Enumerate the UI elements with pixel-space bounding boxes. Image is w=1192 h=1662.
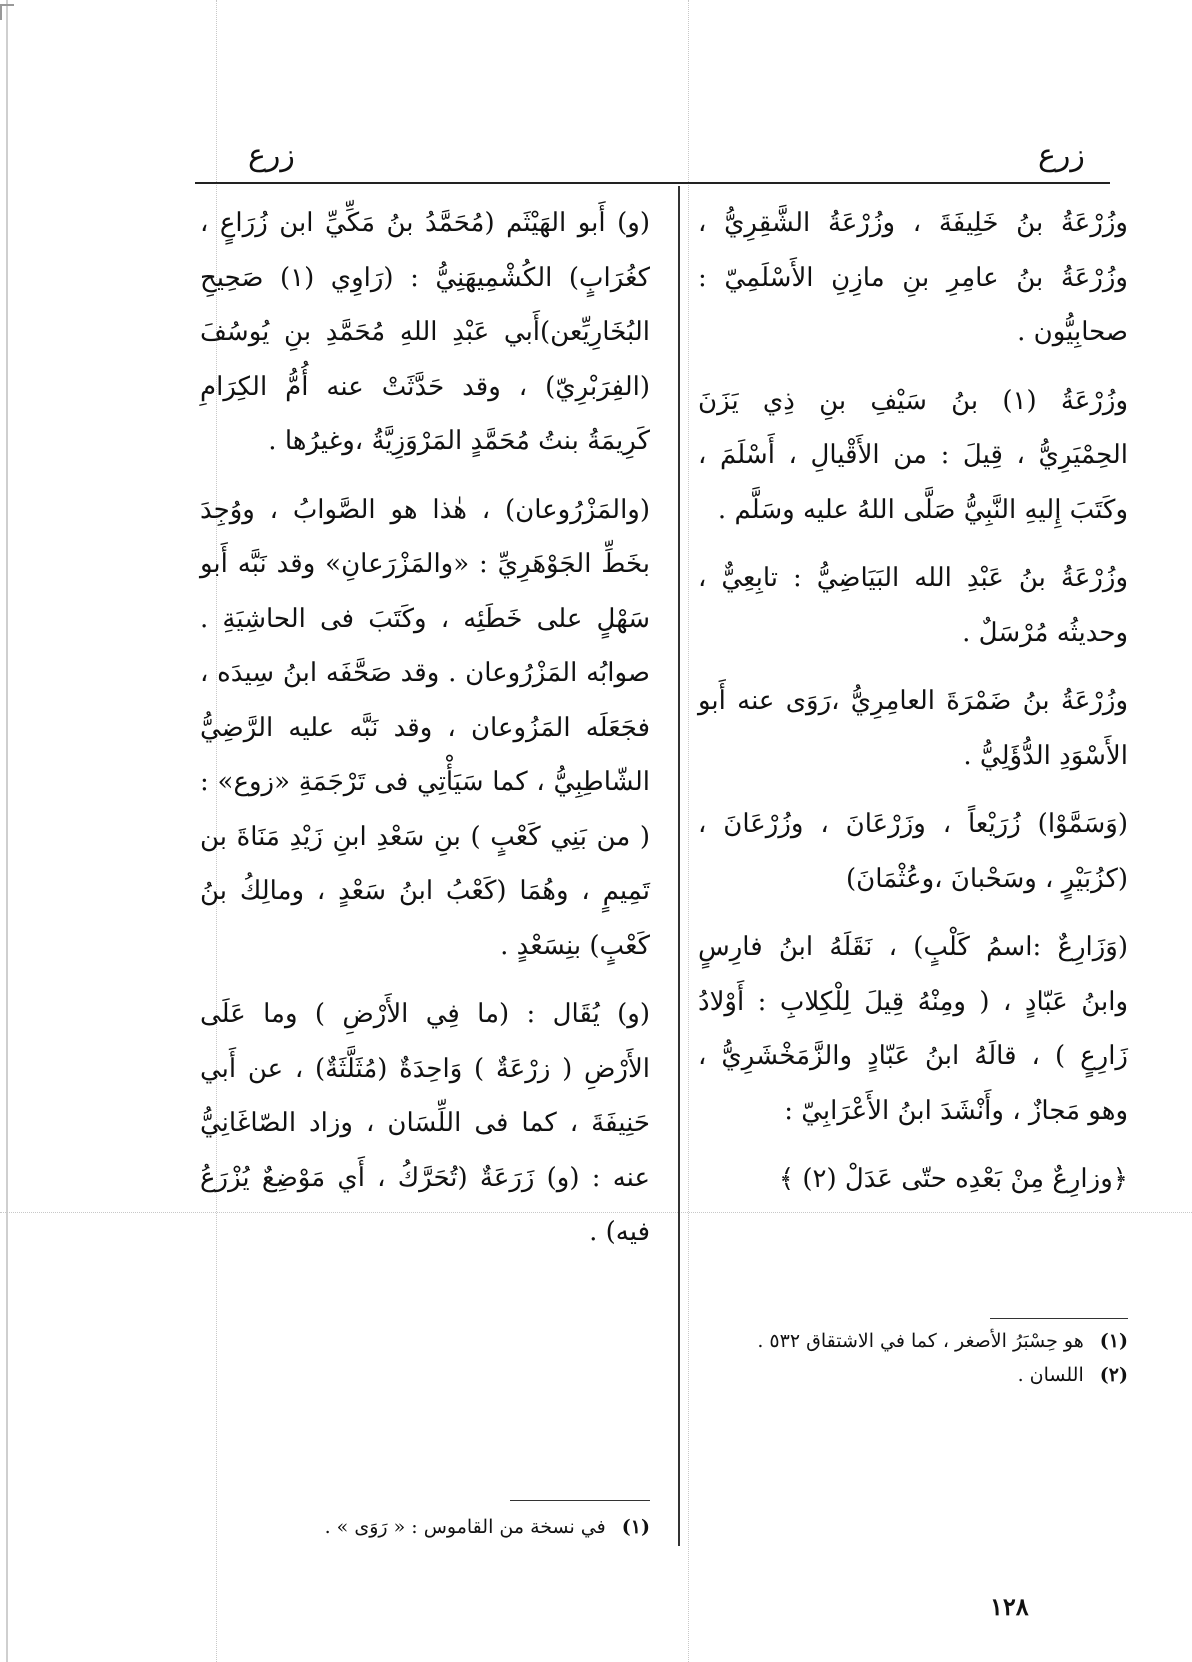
running-header-right: زرع — [1038, 138, 1085, 173]
footnote-rule — [990, 1318, 1128, 1319]
scan-corner-mark — [0, 4, 14, 20]
page-number: ١٢٨ — [990, 1592, 1029, 1621]
entry-paragraph: (و) يُقَال : (ما فِي الأَرْضِ ) وما عَلَى الأَرْضِ ( زرْعَةٌ ) وَاحِدَةٌ (مُثَلَّثَةٌ) ، عن أَبي حَنِيفَةَ ، كما فى اللِّسَان ، وزاد الصّاغَانِيُّ عنه : (و) زَرَعَةٌ (تُحَرَّكُ ، أَي مَوْضِعٌ يُزْرَعُ فيه) . — [200, 999, 650, 1247]
entry-paragraph: (و) أَبو الهَيْثَم (مُحَمَّدُ بنُ مَكِّيِّ ابن زُرَاعٍ ، كغُرَابٍ) الكُشْمِيهَنِيُّ : (رَاوِي (١) صَحِيحِ البُخَارِيِّعن)أَبي عَبْدِ اللهِ مُحَمَّدِ بنِ يُوسُفَ (الفِرَبْرِيّ) ، وقد حَدَّثَتْ عنه أُمُّ الكِرَامِ كَرِيمَةُ بنتُ مُحَمَّدٍ المَرْوَزِيَّةُ ،وغيرُها . — [200, 208, 650, 456]
entry-paragraph: وزُرْعَةُ بنُ عَبْدِ الله البَيَاضِيُّ : تابِعِيٌّ ، وحديثُه مُرْسَلٌ . — [698, 563, 1128, 648]
header-rule — [195, 182, 1110, 184]
entry-paragraph: (وَزَارِعٌ :اسمُ كَلْبٍ) ، نَقَلَهُ ابنُ فارِسٍ وابنُ عَبّادٍ ، ( ومِنْهُ قِيلَ لِلْكِلابِ : أَوْلادُ زَارِعٍ ) ، قالَهُ ابنُ عَبّادٍ والزَّمَخْشَرِيُّ ، وهو مَجازٌ ، وأَنْشَدَ ابنُ الأَعْرَابِيّ : — [698, 932, 1128, 1126]
footnote — [230, 1510, 650, 1544]
footnote-text: هو حِسْبَرُ الأصغر ، كما في الاشتقاق ٥٣٢ . — [757, 1330, 1084, 1352]
entry-paragraph: (والمَزْرُوعان) ، هٰذا هو الصَّوابُ ، ووُجِدَ بخَطِّ الجَوْهَرِيِّ : «والمَزْرَعانِ» وقد نَبَّه أَبو سَهْلٍ على خَطَئِه ، وكَتَبَ فى الحاشِيَةِ . صوابُه المَزْرُوعان . وقد صَحَّفَه ابنُ سِيدَه ، فجَعَلَه المَزُوعان ، وقد نَبَّه عليه الرَّضِيُّ الشّاطِبِيُّ ، كما سَيَأْتِي فى تَرْجَمَةِ «زوع» : ( من بَنِي كَعْبٍ ) بنِ سَعْدِ ابنِ زَيْدِ مَنَاةَ بن تَمِيمٍ ، وهُمَا (كَعْبُ ابنُ سَعْدٍ ، ومالِكُ بنُ كَعْبٍ) بنِسَعْدٍ . — [200, 494, 650, 961]
entry-paragraph: وزُرْعَةُ (١) بنُ سَيْفِ بنِ ذِي يَزَنَ الحِمْيَرِيُّ ، قِيلَ : من الأَقْيالِ ، أَسْلَمَ ، وكَتَبَ إِليهِ النَّبِيُّ صَلَّى اللهُ عليه وسَلَّم . — [698, 385, 1128, 525]
entry-paragraph: وزُرْعَةُ بنُ ضَمْرَةَ العامِرِيُّ ،رَوَى عنه أَبو الأَسْوَدِ الدُّؤَلِيُّ . — [698, 686, 1128, 771]
entry-paragraph: وزُرْعَةُ بنُ خَلِيفَةَ ، وزُرْعَةُ الشَّقِرِيُّ ، وزُرْعَةُ بنُ عامِرِ بنِ مازِنِ الأَسْلَمِيّ : صحابِيُّون . — [698, 208, 1128, 347]
footnote-text: في نسخة من القاموس : « رَوَى » . — [324, 1516, 606, 1538]
footnote-text: اللسان . — [1017, 1364, 1084, 1386]
column-divider — [678, 186, 680, 1546]
footnote — [698, 1358, 1128, 1392]
footnote-number: (١) — [1099, 1330, 1128, 1352]
footnote-number: (٢) — [1099, 1364, 1128, 1386]
left-column — [200, 196, 650, 1274]
scan-fold-line — [688, 0, 689, 1662]
scan-edge-line — [6, 0, 8, 1662]
verse-line: ﴿وزارِعٌ مِنْ بَعْدِه حتّى عَدَلْ (٢) ﴾ — [778, 1164, 1128, 1194]
footnotes-right — [698, 1324, 1128, 1392]
entry-paragraph: (وَسَمَّوْا) زُرَيْعاً ، وزَرْعَانَ ، وزُرْعَانَ ، (كزُبَيْرٍ ، وسَحْبانَ ،وعُثْمَانَ) — [698, 809, 1128, 894]
footnotes-left — [230, 1510, 650, 1544]
footnote-number: (١) — [621, 1516, 650, 1538]
footnote-rule — [510, 1500, 650, 1501]
right-column — [698, 196, 1128, 1221]
footnote — [698, 1324, 1128, 1358]
running-header-left: زرع — [248, 138, 295, 173]
